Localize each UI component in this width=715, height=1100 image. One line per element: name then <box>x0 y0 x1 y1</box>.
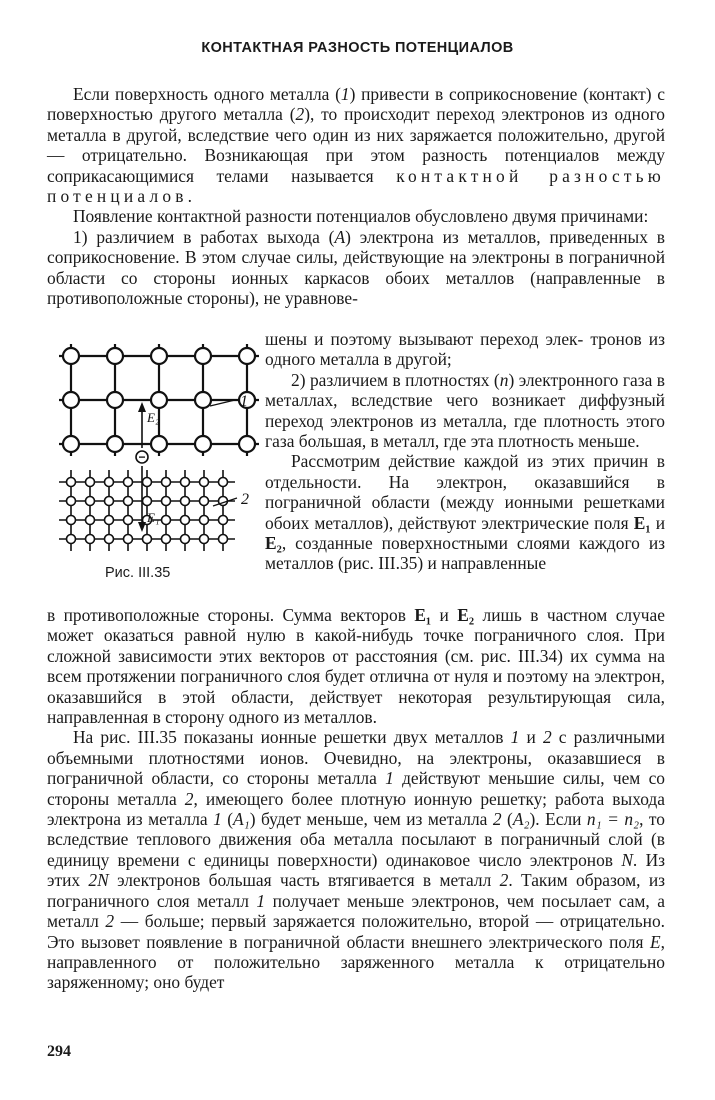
paragraph-lattices: На рис. III.35 показаны ионные решетки двух металлов 1 и 2 с различными объемными плотностями ионов. Очевидно, на электроны, оказавшиеся в пограничной области, со стороны металла 1 действуют меньшие силы, чем со стороны металла 2, имеющего более плотную ионную решетку; работа выхода электрона из металла 1 (A₁) будет меньше, чем из металла 2 (A₂). Если n₁ = n₂, то вследствие теплового движения оба металла посылают в пограничный слой (в единицу времени с единицы поверхности) одинаковое число электронов N. Из этих 2N электронов большая часть втягивается в металл 2. Таким образом, из пограничного слоя металл 1 получает меньше электронов, чем посылает сам, а металл 2 — больше; первый заряжается положительно, второй — отрицательно. Это вызовет появление в пограничной области внешнего электрического поля E, направленного от положительно заряженного металла к отрицательно заряженному; оно будет <box>47 727 665 993</box>
page-title: КОНТАКТНАЯ РАЗНОСТЬ ПОТЕНЦИАЛОВ <box>201 40 514 56</box>
metal-2-ion <box>181 535 190 544</box>
metal-2-ion <box>124 497 133 506</box>
text-block-bottom <box>47 605 665 993</box>
metal-2-ion <box>143 497 152 506</box>
metal-2-ion <box>143 478 152 487</box>
metal-2-ion <box>162 497 171 506</box>
metal-2-label: 2 <box>241 491 249 508</box>
metal-2-ion <box>105 497 114 506</box>
paragraph-3: 1) различием в работах выхода (A) электрона из металлов, приведенных в соприкосновение. В этом случае силы, действующие на электроны в пограничной области со стороны ионных каркасов обоих металлов (направленные в противоположные стороны), не уравнове- <box>47 226 665 309</box>
metal-2-ion <box>124 516 133 525</box>
metal-2-ion <box>162 478 171 487</box>
metal-2-ion <box>181 516 190 525</box>
metal-2-ion <box>219 535 228 544</box>
wrapped-continuation: шены и поэтому вызывают переход элек- тронов из одного металла в другой; <box>265 329 665 370</box>
e1-label: E₁ <box>147 510 160 525</box>
text-block-wrapped <box>265 329 665 574</box>
metal-2-ion <box>67 516 76 525</box>
metal-2-ion <box>124 535 133 544</box>
page-number: 294 <box>47 1043 71 1060</box>
figure-caption: Рис. III.35 <box>105 565 171 581</box>
metal-2-ion <box>67 497 76 506</box>
metal-2-ion <box>86 535 95 544</box>
metal-2-ion <box>200 516 209 525</box>
paragraph-vectors: в противоположные стороны. Сумма векторов E₁ и E₂ лишь в частном случае может оказаться равной нулю в какой-нибудь точке пограничного слоя. При сложной зависимости этих векторов от расстояния (см. рис. III.34) их сумма на всем протяжении пограничного слоя будет отлична от нуля и поэтому на электрон, оказавшийся в этой области, действует некоторая результирующая сила, направленная в сторону одного из металлов. <box>47 605 665 728</box>
e1-arrowhead <box>138 522 146 532</box>
paragraph-2: Появление контактной разности потенциалов обусловлено двумя причинами: <box>73 206 649 227</box>
metal-2-ion <box>86 497 95 506</box>
metal-2-ion <box>219 478 228 487</box>
metal-1-ion <box>239 348 255 364</box>
paragraph-cause-2: 2) различием в плотностях (n) электронного газа в металлах, вследствие чего возникает диффузный переход электронов из металла, где плотность этого газа большая, в металл, где эта плотность меньше. <box>265 369 665 452</box>
metal-1-ion <box>63 392 79 408</box>
metal-2-ion <box>67 478 76 487</box>
metal-2-ion <box>162 535 171 544</box>
metal-1-ion <box>195 348 211 364</box>
metal-2-ion <box>124 478 133 487</box>
metal-1-ion <box>151 392 167 408</box>
paragraph-1: Если поверхность одного металла (1) привести в соприкосновение (контакт) с поверхностью другого металла (2), то происходит переход электронов из одного металла в другой, вследствие чего один из них заряжается положительно, другой — отрицательно. Возникающая при этом разность потенциалов между соприкасающимися телами называется контактной разностью потенциалов. <box>47 84 665 207</box>
metal-1-ion <box>107 436 123 452</box>
metal-1-ion <box>151 436 167 452</box>
metal-2-ion <box>200 535 209 544</box>
metal-1-ion <box>107 392 123 408</box>
metal-2-ion <box>105 516 114 525</box>
text-block-top <box>47 84 665 308</box>
metal-2-ion <box>67 535 76 544</box>
metal-2-ion <box>162 516 171 525</box>
metal-2-ion <box>105 478 114 487</box>
metal-2-ion <box>181 478 190 487</box>
metal-2-ion <box>219 516 228 525</box>
metal-1-ion <box>63 348 79 364</box>
metal-1-label: 1 <box>240 393 248 410</box>
term-contact-potential: контактной разностью потенциалов <box>47 165 665 207</box>
metal-1-ion <box>195 392 211 408</box>
metal-2-ion <box>86 516 95 525</box>
metal-1-ion <box>239 436 255 452</box>
metal-1-ion <box>107 348 123 364</box>
paragraph-consider: Рассмотрим действие каждой из этих причин в отдельности. На электрон, оказавшийся в пограничной области (между ионными решетками обоих металлов), действуют электрические поля E₁ и E₂, созданные поверхностными слоями каждого из металлов (рис. III.35) и направленные <box>265 451 666 574</box>
metal-2-ion <box>105 535 114 544</box>
metal-1-ion <box>195 436 211 452</box>
metal-2-ion <box>200 478 209 487</box>
figure-ion-lattices <box>45 336 265 571</box>
metal-1-ion <box>151 348 167 364</box>
metal-2-ion <box>86 478 95 487</box>
lattice-diagram <box>45 336 265 571</box>
metal-2-ion <box>200 497 209 506</box>
electron-sign: − <box>138 450 146 464</box>
metal-1-ion <box>63 436 79 452</box>
metal-2-ion <box>181 497 190 506</box>
e2-arrowhead <box>138 402 146 412</box>
metal-2-ion <box>143 535 152 544</box>
e2-label: E₂ <box>147 410 160 425</box>
